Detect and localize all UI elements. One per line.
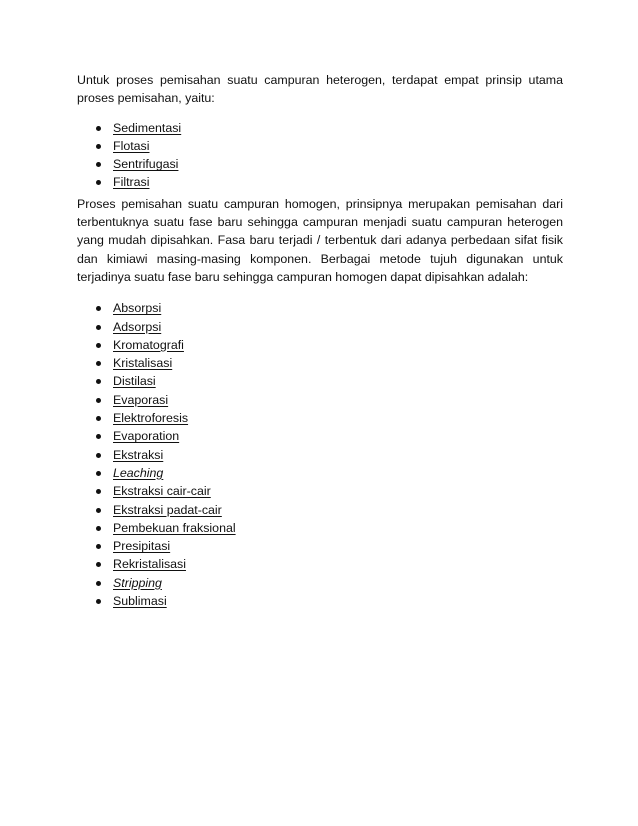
list-item <box>113 119 563 137</box>
method-link-ekstraksi-cair-cair[interactable]: Ekstraksi cair-cair <box>113 484 211 499</box>
bullet-icon <box>96 599 101 604</box>
bullet-icon <box>96 325 101 330</box>
bullet-icon <box>96 416 101 421</box>
bullet-icon <box>96 453 101 458</box>
method-link-sedimentasi[interactable]: Sedimentasi <box>113 120 182 135</box>
method-link-ekstraksi[interactable]: Ekstraksi <box>113 447 164 462</box>
method-link-adsorpsi[interactable]: Adsorpsi <box>113 319 162 334</box>
heterogeneous-methods-list <box>77 119 563 192</box>
bullet-icon <box>96 489 101 494</box>
bullet-icon <box>96 434 101 439</box>
intro-paragraph: Untuk proses pemisahan suatu campuran heterogen, terdapat empat prinsip utama proses pemisahan, yaitu: <box>77 73 563 106</box>
method-link-kristalisasi[interactable]: Kristalisasi <box>113 356 173 371</box>
list-item <box>113 173 563 191</box>
bullet-icon <box>96 471 101 476</box>
bullet-icon <box>96 361 101 366</box>
document-page <box>77 71 563 610</box>
bullet-icon <box>96 144 101 149</box>
method-link-rekristalisasi[interactable]: Rekristalisasi <box>113 557 186 572</box>
list-item <box>113 137 563 155</box>
method-link-stripping[interactable]: Stripping <box>113 575 162 590</box>
list-item <box>113 299 563 317</box>
bullet-icon <box>96 162 101 167</box>
method-link-evaporation[interactable]: Evaporation <box>113 429 180 444</box>
method-link-kromatografi[interactable]: Kromatografi <box>113 337 184 352</box>
list-item <box>113 446 563 464</box>
method-link-sublimasi[interactable]: Sublimasi <box>113 594 167 609</box>
homogeneous-paragraph: Proses pemisahan suatu campuran homogen, prinsipnya merupakan pemisahan dari terbentuknya suatu fase baru sehingga campuran menjadi suatu campuran heterogen yang mudah dipisahkan. Fasa baru terjadi / terbentuk dari adanya perbedaan sifat fisik dan kimiawi masing-masing komponen. Berbagai metode tujuh digunakan untuk terjadinya suatu fase baru sehingga campuran homogen dapat dipisahkan adalah: <box>77 196 563 284</box>
bullet-icon <box>96 343 101 348</box>
list-item <box>113 372 563 390</box>
bullet-icon <box>96 126 101 131</box>
list-item <box>113 574 563 592</box>
method-link-elektroforesis[interactable]: Elektroforesis <box>113 411 189 426</box>
bullet-icon <box>96 544 101 549</box>
method-link-evaporasi[interactable]: Evaporasi <box>113 392 169 407</box>
bullet-icon <box>96 581 101 586</box>
method-link-distilasi[interactable]: Distilasi <box>113 374 156 389</box>
list-item <box>113 482 563 500</box>
method-link-absorpsi[interactable]: Absorpsi <box>113 301 162 316</box>
method-link-flotasi[interactable]: Flotasi <box>113 138 150 153</box>
list-item <box>113 537 563 555</box>
bullet-icon <box>96 306 101 311</box>
list-item <box>113 464 563 482</box>
list-item <box>113 501 563 519</box>
list-item <box>113 336 563 354</box>
method-link-presipitasi[interactable]: Presipitasi <box>113 539 171 554</box>
list-item <box>113 555 563 573</box>
list-item <box>113 592 563 610</box>
method-link-filtrasi[interactable]: Filtrasi <box>113 175 150 190</box>
method-link-sentrifugasi[interactable]: Sentrifugasi <box>113 157 179 172</box>
list-item <box>113 427 563 445</box>
list-item <box>113 354 563 372</box>
bullet-icon <box>96 526 101 531</box>
bullet-icon <box>96 508 101 513</box>
method-link-ekstraksi-padat-cair[interactable]: Ekstraksi padat-cair <box>113 502 222 517</box>
method-link-leaching[interactable]: Leaching <box>113 465 164 480</box>
list-item <box>113 155 563 173</box>
bullet-icon <box>96 562 101 567</box>
list-item <box>113 409 563 427</box>
bullet-icon <box>96 180 101 185</box>
list-item <box>113 318 563 336</box>
method-link-pembekuan-fraksional[interactable]: Pembekuan fraksional <box>113 520 236 535</box>
list-item <box>113 519 563 537</box>
homogeneous-methods-list <box>77 299 563 610</box>
list-item <box>113 391 563 409</box>
bullet-icon <box>96 398 101 403</box>
bullet-icon <box>96 379 101 384</box>
